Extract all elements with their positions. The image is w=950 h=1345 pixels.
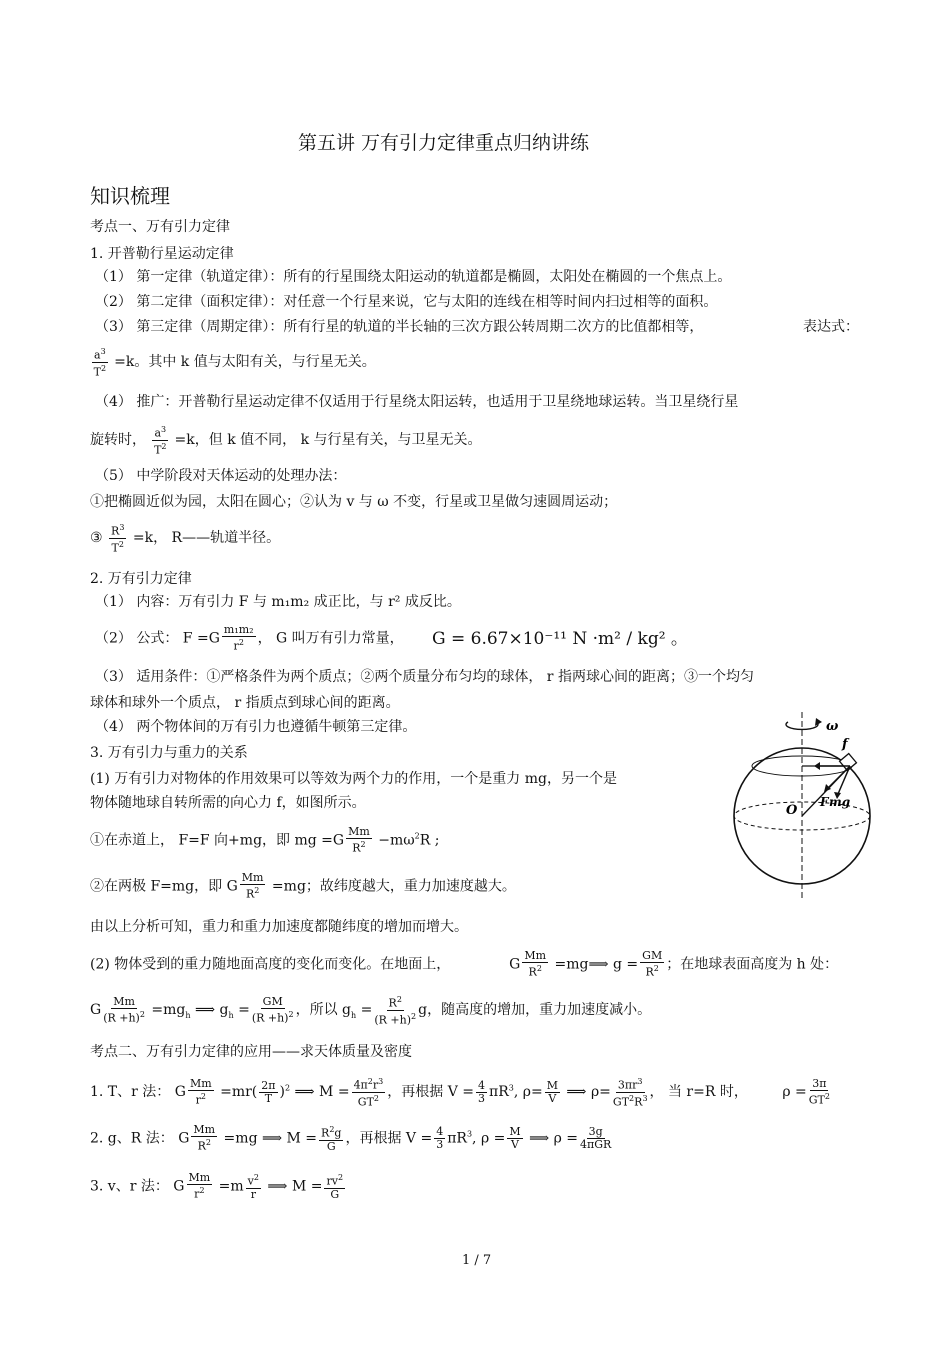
a3-over-T2-sat: $\frac{a^3}{T^2}$ — [154, 425, 167, 457]
ext2-a: 旋转时， — [90, 432, 146, 449]
height-line2: G $\frac{Mm}{(R +h)^2}$ $=mg_h$ ⟹ $g_h$ = $\frac{GM}{(R +h)^2}$ ，所以 $g_h$ = $\frac{R^2}{(R +h)^2}$ g，随高度的增加，重力加速度减小。 — [90, 994, 652, 1027]
pole-eq: ②在两极 F=mg，即 G $\frac{Mm}{R^2}$ =mg；故纬度越大，重力加速度越大。 — [90, 871, 516, 901]
m2-label: 2. g、R 法： — [90, 1130, 174, 1147]
Mm-over-R2-pole: $\frac{Mm}{R^2}$ — [241, 871, 264, 901]
Mm-over-r2-vr: $\frac{Mm}{r^2}$ — [188, 1171, 211, 1201]
m1-mid: ，再根据 — [387, 1084, 444, 1101]
kp2-heading: 考点二、万有引力定律的应用——求天体质量及密度 — [90, 1044, 412, 1060]
M-over-V-2: $\frac{M}{V}$ — [509, 1124, 521, 1151]
eq-b-note: ；故纬度越大，重力加速度越大。 — [305, 878, 516, 895]
page-number: 1 / 7 — [462, 1253, 492, 1268]
Mm-over-R2-surface: $\frac{Mm}{R^2}$ — [524, 949, 547, 979]
equator-eq: ①在赤道上， F=F 向+mg，即 mg =G $\frac{Mm}{R^2}$ $-m\omega^2R$ ; — [90, 825, 440, 855]
conditions-1: （3） 适用条件：①严格条件为两个质点；②两个质量分布匀均的球体， r 指两球心间的距离；③一个均匀 — [95, 669, 754, 685]
omega-label: ω — [826, 719, 839, 734]
m3-label: 3. v、r 法： — [90, 1178, 169, 1195]
f-label: f — [842, 737, 848, 752]
extension-line1: （4） 推广：开普勒行星运动定律不仅适用于行星绕太阳运转，也适用于卫星绕地球运转。当卫星绕行星 — [95, 394, 739, 410]
height-line1: (2) 物体受到的重力随地面高度的变化而变化。在地面上， G $\frac{Mm}{R^2}$ =mg⟹ g = $\frac{GM}{R^2}$ ；在地球表面高度为 h 处： — [90, 949, 839, 979]
m1m2-over-r2: $\frac{\text{m₁m₂}}{r^2}$ — [223, 623, 254, 653]
law3: （3） 第三定律（周期定律）：所有行星的轨道的半长轴的三次方跟公转周期二次方的比值都相等， — [95, 319, 704, 335]
kepler-formula-line: $\frac{a^3}{T^2}$ =k。其中 k 值与太阳有关，与行星无关。 — [93, 347, 376, 379]
kp1-heading: 考点一、万有引力定律 — [90, 219, 230, 235]
proc2-a: ③ — [90, 530, 103, 547]
earth-diagram — [728, 708, 876, 903]
content: （1） 内容：万有引力 F 与 m₁m₂ 成正比，与 r² 成反比。 — [95, 594, 461, 610]
gravitation-heading: 2. 万有引力定律 — [90, 571, 192, 587]
process-2: ③ $\frac{R^3}{T^2}$ =k， R——轨道半径。 — [90, 523, 281, 555]
law3-expr-label: 表达式： — [803, 319, 859, 335]
m1-label: 1. T、r 法： — [90, 1084, 171, 1101]
a3-over-T2: $\frac{a^3}{T^2}$ — [93, 347, 107, 379]
law1: （1） 第一定律（轨道定律）：所有的行星围绕太阳运动的轨道都是椭圆，太阳处在椭圆的一个焦点上。 — [95, 269, 732, 285]
Mm-over-R2-gR: $\frac{Mm}{R^2}$ — [193, 1123, 216, 1153]
kepler-heading: 1. 开普勒行星运动定律 — [90, 246, 234, 262]
GM-over-R2: $\frac{GM}{R^2}$ — [642, 949, 663, 979]
Mm-over-Rh2: $\frac{Mm}{(R +h)^2}$ — [103, 994, 145, 1025]
page-title: 第五讲 万有引力定律重点归纳讲练 — [298, 132, 590, 154]
2pi-over-T: $\frac{2\pi}{T}$ — [261, 1078, 276, 1105]
3g-over-4piGR: 3g 4πGR — [580, 1124, 612, 1151]
four-thirds-2: $\frac{4}{3}$ — [436, 1124, 444, 1151]
conditions-2: 球体和球外一个质点， r 指质点到球心间的距离。 — [90, 695, 400, 711]
newton-third: （4） 两个物体间的万有引力也遵循牛顿第三定律。 — [95, 719, 417, 735]
section-heading: 知识梳理 — [90, 184, 170, 208]
process-1: ①把椭圆近似为园，太阳在圆心；②认为 v 与 ω 不变，行星或卫星做匀速圆周运动； — [90, 494, 618, 510]
method-Tr: 1. T、r 法： G $\frac{Mm}{r^2}$ =mr( $\frac{2\pi}{T}$ )$^2$ ⟹ M = $\frac{4\pi^2r^3}{GT^2}$ ，再根据 V = $\frac{4}{3}$ $\pi R^3$, ρ= $\frac{M}{V}$ ⟹ ρ= $\frac{3\pi r^3}{GT^2R^3}$ ， 当 r=R 时， ρ = $\frac{3\pi}{GT^2}$ — [90, 1076, 830, 1109]
formula-note: ， G 叫万有引力常量， — [257, 630, 404, 647]
R2-over-Rh2: $\frac{R^2}{(R +h)^2}$ — [374, 995, 417, 1027]
ext2-b: ，但 k 值不同， k 与行星有关，与卫星无关。 — [194, 432, 482, 449]
process-heading: （5） 中学阶段对天体运动的处理办法： — [95, 468, 347, 484]
law3-note: 。其中 k 值与太阳有关，与行星无关。 — [134, 354, 376, 371]
v2-over-r: $\frac{v^2}{r}$ — [247, 1173, 259, 1201]
4pi2r3-over-GT2: $\frac{4\pi^2r^3}{GT^2}$ — [353, 1077, 384, 1109]
m2-mid: ，再根据 — [345, 1130, 402, 1147]
m1-when: ， 当 r=R 时， — [649, 1084, 748, 1101]
four-thirds: $\frac{4}{3}$ — [478, 1078, 485, 1105]
G-value: G = 6.67×10⁻¹¹ N ·m² / kg² 。 — [432, 629, 688, 649]
M-over-V: $\frac{M}{V}$ — [546, 1078, 558, 1105]
origin-label: O — [786, 803, 798, 818]
height2-end: ，随高度的增加，重力加速度减小。 — [427, 1002, 652, 1019]
eq-b: ②在两极 F=mg，即 — [90, 878, 223, 895]
eq-a: ①在赤道上， F=F 向+mg，即 — [90, 832, 291, 849]
law2: （2） 第二定律（面积定律）：对任意一个行星来说，它与太阳的连线在相等时间内扫过相等的面积。 — [95, 294, 718, 310]
height1b: ；在地球表面高度为 h 处： — [666, 956, 839, 973]
GM-over-Rh2: $\frac{GM}{(R +h)^2}$ — [251, 994, 294, 1025]
height1: (2) 物体受到的重力随地面高度的变化而变化。在地面上， — [90, 956, 451, 973]
method-vr: 3. v、r 法： G $\frac{Mm}{r^2}$ =m $\frac{v^2}{r}$ ⟹ M = $\frac{rv^2}{G}$ — [90, 1171, 344, 1201]
3pi-over-GT2: $\frac{3\pi}{GT^2}$ — [808, 1076, 830, 1107]
conclusion: 由以上分析可知，重力和重力加速度都随纬度的增加而增大。 — [90, 919, 468, 935]
R3-over-T2: $\frac{R^3}{T^2}$ — [111, 523, 125, 555]
Mm-over-R2: $\frac{Mm}{R^2}$ — [348, 825, 370, 855]
relation-2: 物体随地球自转所需的向心力 f，如图所示。 — [90, 795, 366, 811]
gravity-heading: 3. 万有引力与重力的关系 — [90, 745, 248, 761]
proc2-b: ， R——轨道半径。 — [153, 530, 281, 547]
relation-1: (1) 万有引力对物体的作用效果可以等效为两个力的作用，一个是重力 mg，另一个是 — [90, 771, 617, 787]
mg-label: mg — [829, 795, 851, 809]
R2g-over-G: $\frac{R^2g}{G}$ — [321, 1125, 342, 1153]
height2-mid: ，所以 — [295, 1002, 338, 1019]
Mm-over-r2: $\frac{Mm}{r^2}$ — [189, 1076, 212, 1107]
F-label: F — [820, 795, 829, 809]
extension-line2: 旋转时， $\frac{a^3}{T^2}$ =k，但 k 值不同， k 与行星有关，与卫星无关。 — [90, 425, 482, 457]
rv2-over-G: $\frac{rv^2}{G}$ — [326, 1173, 344, 1201]
method-gR: 2. g、R 法： G $\frac{Mm}{R^2}$ =mg ⟹ M = $\frac{R^2g}{G}$ ，再根据 V = $\frac{4}{3}$ $\pi R^3$, ρ = $\frac{M}{V}$ ⟹ ρ = 3g 4πGR — [90, 1123, 612, 1153]
3pi-r3-over-GT2R3: $\frac{3\pi r^3}{GT^2R^3}$ — [612, 1077, 648, 1109]
formula-label: （2） 公式： — [95, 630, 179, 647]
formula-line: （2） 公式： F =G $\frac{\text{m₁m₂}}{r^2}$ ， G 叫万有引力常量， — [95, 623, 404, 653]
